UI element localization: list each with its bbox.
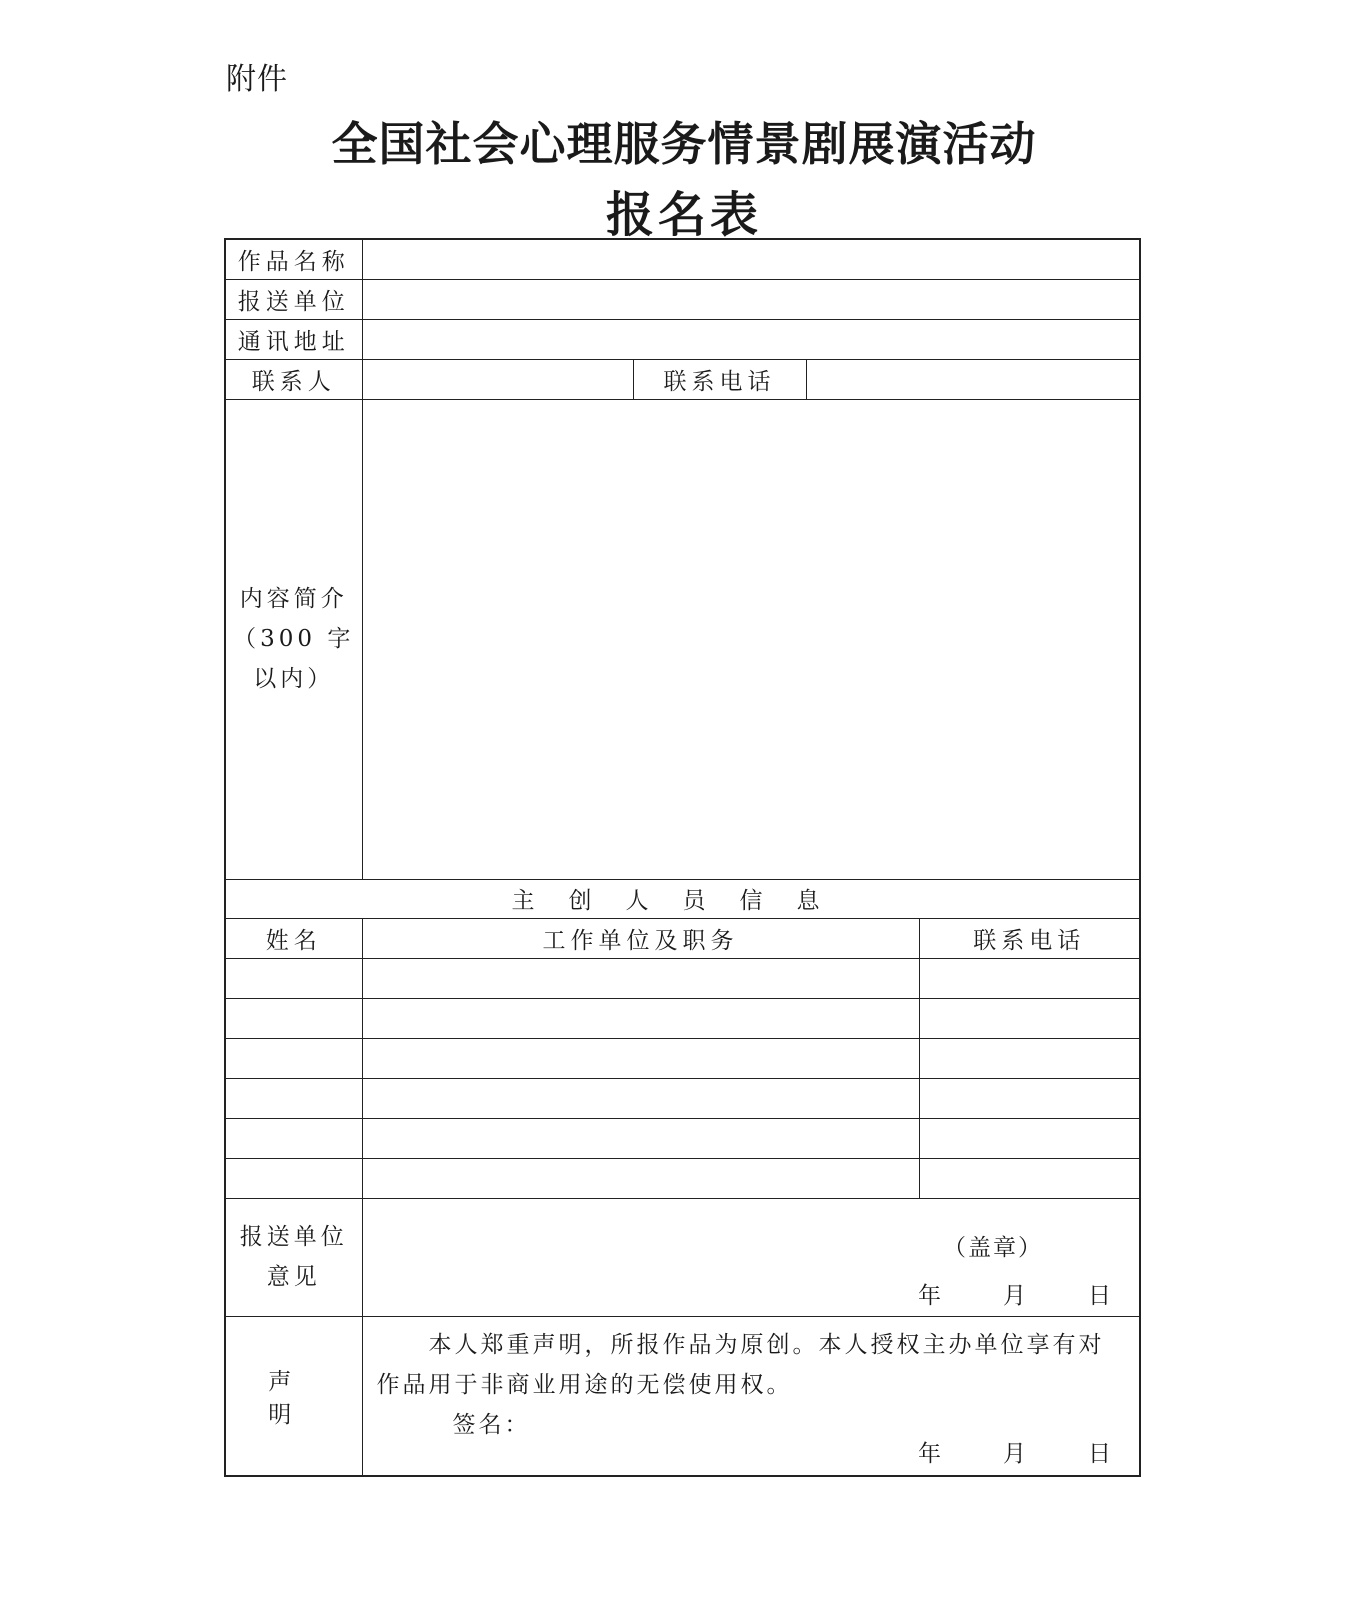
row-intro: [225, 399, 1140, 879]
work-name-field[interactable]: [362, 239, 1140, 279]
row-contact: [225, 359, 1140, 399]
creator-name-cell[interactable]: [225, 1118, 362, 1158]
registration-form-table: [224, 238, 1141, 1477]
creator-unit-cell[interactable]: [362, 1078, 919, 1118]
date-day: 日: [1088, 1440, 1111, 1467]
row-work-name: [225, 239, 1140, 279]
intro-label: [225, 399, 362, 879]
creator-phone-cell[interactable]: [919, 1118, 1140, 1158]
date-day: 日: [1088, 1282, 1111, 1309]
intro-label-line3: 以内）: [253, 666, 335, 692]
table-row: [225, 958, 1140, 998]
stamp-note: （盖章）: [943, 1234, 1043, 1261]
intro-label-line2: （300 字: [233, 626, 355, 652]
submit-unit-label: 报送单位: [225, 279, 362, 319]
creator-unit-cell[interactable]: [362, 1038, 919, 1078]
declaration-field: [362, 1316, 1140, 1476]
date-year: 年: [918, 1282, 941, 1309]
address-label: 通讯地址: [225, 319, 362, 359]
date-year: 年: [918, 1440, 941, 1467]
contact-person-field[interactable]: [362, 359, 633, 399]
contact-phone-label: 联系电话: [633, 359, 806, 399]
row-opinion: [225, 1198, 1140, 1316]
opinion-label-line1: 报送单位: [239, 1224, 348, 1250]
date-month: 月: [1003, 1440, 1026, 1467]
work-name-label: 作品名称: [225, 239, 362, 279]
creator-phone-cell[interactable]: [919, 1158, 1140, 1198]
col-unit-header: 工作单位及职务: [362, 918, 919, 958]
col-phone-header: 联系电话: [919, 918, 1140, 958]
form-title: 全国社会心理服务情景剧展演活动: [331, 117, 1037, 171]
form-subtitle: 报名表: [605, 187, 762, 243]
row-declaration: [225, 1316, 1140, 1476]
declaration-date: [918, 1435, 1111, 1468]
opinion-label: [225, 1198, 362, 1316]
creator-name-cell[interactable]: [225, 998, 362, 1038]
contact-phone-field[interactable]: [806, 359, 1140, 399]
creator-unit-cell[interactable]: [362, 1118, 919, 1158]
attachment-label: 附件: [226, 62, 288, 97]
declaration-label: 声 明: [225, 1316, 362, 1476]
creator-unit-cell[interactable]: [362, 1158, 919, 1198]
table-row: [225, 1078, 1140, 1118]
row-creators-section: [225, 879, 1140, 918]
creator-name-cell[interactable]: [225, 958, 362, 998]
row-address: [225, 319, 1140, 359]
contact-person-label: 联系人: [225, 359, 362, 399]
creator-name-cell[interactable]: [225, 1158, 362, 1198]
intro-field[interactable]: [362, 399, 1140, 879]
row-creators-header: [225, 918, 1140, 958]
col-name-header: 姓名: [225, 918, 362, 958]
opinion-label-line2: 意见: [266, 1264, 321, 1290]
declaration-text: 本人郑重声明，所报作品为原创。本人授权主办单位享有对作品用于非商业用途的无偿使用权。: [376, 1331, 1105, 1398]
submit-unit-field[interactable]: [362, 279, 1140, 319]
intro-label-line1: 内容简介: [239, 586, 348, 612]
creator-phone-cell[interactable]: [919, 1038, 1140, 1078]
creator-phone-cell[interactable]: [919, 958, 1140, 998]
creator-phone-cell[interactable]: [919, 998, 1140, 1038]
table-row: [225, 1158, 1140, 1198]
table-row: [225, 1118, 1140, 1158]
signature-label: 签名：: [452, 1411, 531, 1438]
opinion-field[interactable]: [362, 1198, 1140, 1316]
address-field[interactable]: [362, 319, 1140, 359]
table-row: [225, 1038, 1140, 1078]
date-month: 月: [1003, 1282, 1026, 1309]
creator-unit-cell[interactable]: [362, 998, 919, 1038]
creator-name-cell[interactable]: [225, 1038, 362, 1078]
creators-section-title: 主创人员信息: [225, 879, 1140, 918]
opinion-date: [918, 1277, 1111, 1310]
creator-phone-cell[interactable]: [919, 1078, 1140, 1118]
row-submit-unit: [225, 279, 1140, 319]
table-row: [225, 998, 1140, 1038]
creator-name-cell[interactable]: [225, 1078, 362, 1118]
creator-unit-cell[interactable]: [362, 958, 919, 998]
